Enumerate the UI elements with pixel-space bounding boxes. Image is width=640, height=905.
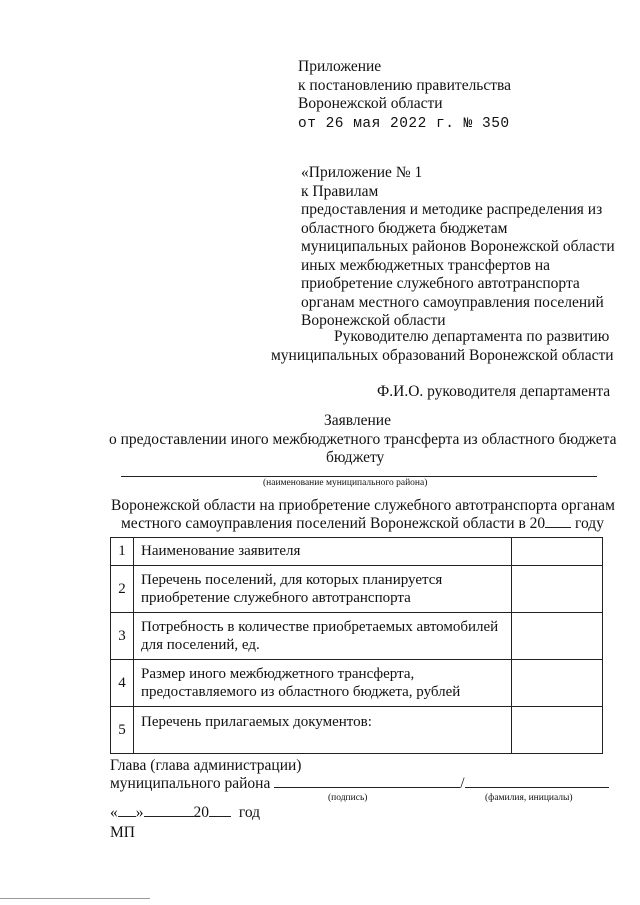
date-year-prefix: 20	[193, 804, 209, 821]
table-row	[111, 538, 603, 566]
row-value-cell[interactable]	[512, 566, 603, 613]
body-line-2-suffix: году	[575, 515, 604, 532]
row-label[interactable]: Перечень прилагаемых документов:	[134, 707, 512, 754]
appendix-line: к Правилам	[301, 182, 379, 200]
appendix-line: Воронежской области	[301, 312, 446, 329]
month-blank[interactable]	[144, 804, 194, 817]
date-line	[110, 804, 260, 822]
row-number: 5	[111, 707, 134, 754]
row-value-cell[interactable]	[512, 613, 603, 660]
signature-field[interactable]	[274, 775, 460, 788]
document-title-subject: о предоставлении иного межбюджетного трансферта из областного бюджета	[109, 431, 617, 448]
document-title-budget: бюджету	[326, 449, 385, 466]
table-row	[111, 566, 603, 613]
signature-slash: /	[460, 775, 465, 792]
header-line: к постановлению правительства	[298, 76, 512, 94]
application-table	[110, 537, 603, 754]
appendix-line: муниципальных районов Воронежской области	[301, 238, 615, 255]
appendix-line: «Приложение № 1	[301, 164, 423, 181]
name-field[interactable]	[465, 775, 609, 788]
date-quote-close: »	[135, 804, 144, 821]
district-name-line[interactable]	[121, 476, 597, 477]
document-title: Заявление	[324, 412, 391, 429]
row-number: 3	[111, 613, 134, 660]
row-value-cell[interactable]	[512, 538, 603, 566]
row-value-cell[interactable]	[512, 660, 603, 707]
header-line: Приложение	[298, 58, 382, 75]
body-line-2-prefix: местного самоуправления поселений Воронежской области в 20	[121, 515, 546, 532]
addressee-line-1: Руководителю департамента по развитию	[334, 328, 610, 345]
row-label: Наименование заявителя	[134, 538, 512, 566]
body-line-1: Воронежской области на приобретение служебного автотранспорта органам	[111, 497, 615, 514]
scan-artifact-line	[0, 898, 150, 899]
body-line-2	[121, 515, 604, 533]
table-row	[111, 660, 603, 707]
signature-caption: (подпись)	[328, 793, 368, 803]
day-blank[interactable]	[118, 804, 136, 817]
appendix-line: иных межбюджетных трансфертов на	[301, 256, 550, 274]
signature-line	[110, 775, 609, 793]
row-label: Потребность в количестве приобретаемых автомобилей для поселений, ед.	[134, 613, 512, 660]
stamp-label: МП	[110, 824, 135, 841]
header-block	[298, 58, 511, 133]
row-number: 1	[111, 538, 134, 566]
appendix-line: приобретение служебного автотранспорта	[301, 275, 580, 292]
year-blank[interactable]	[545, 515, 571, 528]
district-name-caption: (наименование муниципального района)	[263, 478, 428, 488]
header-date: от 26 мая 2022 г. № 350	[298, 115, 510, 132]
row-label: Размер иного межбюджетного трансферта, предоставляемого из областного бюджета, рублей	[134, 660, 512, 707]
addressee-line-2: муниципальных образований Воронежской области	[271, 347, 614, 364]
table-row	[111, 613, 603, 660]
addressee-fio: Ф.И.О. руководителя департамента	[377, 383, 611, 400]
appendix-line: органам местного самоуправления поселений	[301, 293, 604, 311]
date-quote-open: «	[110, 804, 118, 821]
table-row	[111, 707, 603, 754]
row-number: 4	[111, 660, 134, 707]
appendix-block	[301, 164, 615, 331]
year-suffix-blank[interactable]	[209, 804, 231, 817]
appendix-line: предоставления и методике распределения из	[301, 201, 603, 218]
name-caption: (фамилия, инициалы)	[485, 793, 573, 803]
row-label: Перечень поселений, для которых планируется приобретение служебного автотранспорта	[134, 566, 512, 613]
appendix-line: областного бюджета бюджетам	[301, 219, 508, 237]
signature-district-label: муниципального района	[110, 775, 271, 792]
date-year-word: год	[238, 804, 261, 821]
header-line: Воронежской области	[298, 95, 443, 112]
row-value-cell[interactable]	[512, 707, 603, 754]
row-number: 2	[111, 566, 134, 613]
signature-title: Глава (глава администрации)	[110, 757, 302, 774]
